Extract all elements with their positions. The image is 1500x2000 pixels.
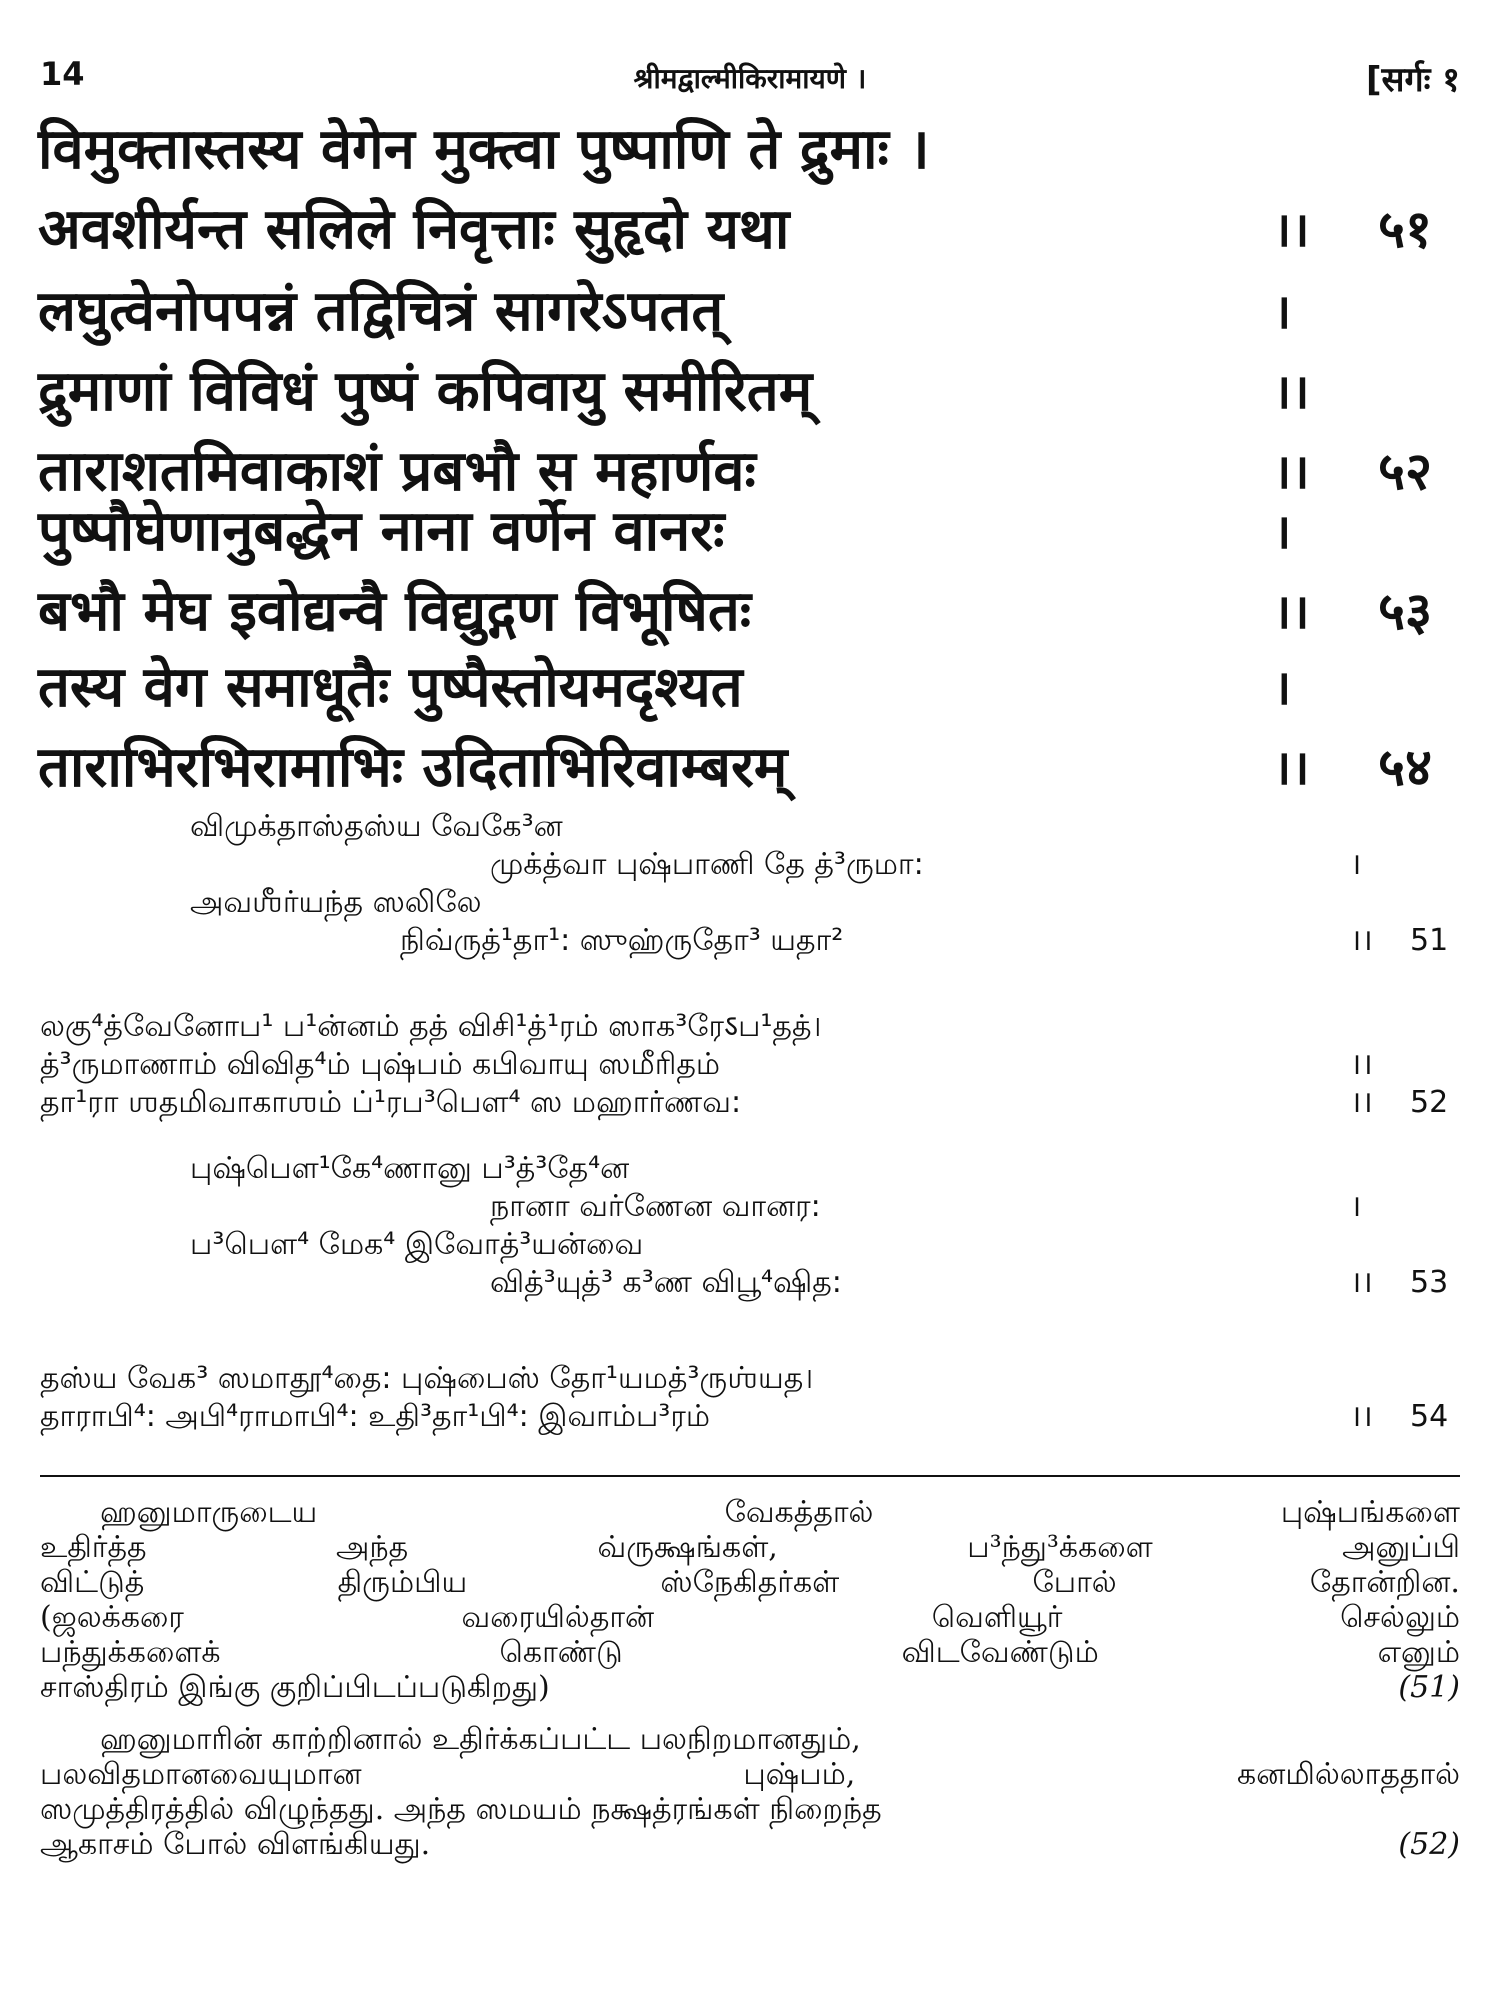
translit-line: [40, 1084, 1460, 1122]
verse-number: 53: [1410, 1265, 1449, 1300]
word: அனுப்பி: [1342, 1530, 1460, 1565]
double-danda: ।।: [1350, 1085, 1373, 1120]
prose-line: [40, 1670, 1460, 1705]
verse-number: 51: [1410, 923, 1449, 958]
word: கொண்டு: [499, 1635, 623, 1670]
translit-line: [40, 1226, 1460, 1264]
commentary-52: [40, 1722, 1460, 1862]
translit-text: ப³பௌ⁴ மேக⁴ இவோத்³யன்வை: [190, 1227, 644, 1262]
sanskrit-verse-54: [38, 648, 1458, 808]
double-danda: ।।: [1350, 923, 1373, 958]
word: உதிர்த்த: [40, 1530, 147, 1565]
prose-line: [40, 1792, 1460, 1827]
translit-text: அவஶீர்யந்த ஸலிலே: [190, 885, 482, 920]
word: வரையில்தான்: [461, 1600, 655, 1635]
verse-text: पुष्पौघेणानुबद्धेन नाना वर्णेन वानरः: [38, 499, 725, 564]
sanskrit-verse-51: [38, 110, 1458, 270]
verse-number: ५२: [1378, 442, 1433, 502]
word: அந்த: [335, 1530, 409, 1565]
translit-line: [40, 1188, 1460, 1226]
verse-line: [38, 492, 1458, 572]
transliteration-verse-54: [40, 1360, 1460, 1436]
verse-text: लघुत्वेनोपपन्नं तद्विचित्रं सागरेऽपतत्: [38, 279, 724, 344]
prose-text: ஆகாசம் போல் விளங்கியது.: [40, 1827, 431, 1862]
verse-number: 52: [1410, 1085, 1449, 1120]
word: எனும்: [1377, 1635, 1460, 1670]
translit-line: [40, 808, 1460, 846]
section-divider: [40, 1475, 1460, 1477]
word: விடவேண்டும்: [901, 1635, 1099, 1670]
word: புஷ்பம்,: [743, 1757, 856, 1792]
page-header: [40, 55, 1460, 105]
translit-line: [40, 1360, 1460, 1398]
danda: ।: [1273, 660, 1292, 716]
verse-text: बभौ मेघ इवोद्यन्वै विद्युद्गण विभूषितः: [38, 579, 752, 644]
translit-text: நிவ்ருத்¹தா¹: ஸுஹ்ருதோ³ யதா²: [400, 923, 844, 958]
translit-line: [40, 922, 1460, 960]
verse-line: [38, 352, 1458, 432]
translit-text: விமுக்தாஸ்தஸ்ய வேகே³ன: [190, 809, 563, 844]
verse-text: ताराभिरभिरामाभिः उदिताभिरिवाम्बरम्: [38, 735, 788, 800]
word: வேகத்தால்: [724, 1495, 874, 1530]
translit-text: த்³ருமாணாம் விவித⁴ம் புஷ்பம் கபிவாயு ஸமீரிதம்: [40, 1047, 721, 1082]
translit-text: தஸ்ய வேக³ ஸமாதூ⁴தை: புஷ்பைஸ் தோ¹யமத்³ருஶ்யத।: [40, 1361, 814, 1396]
verse-text: द्रुमाणां विविधं पुष्पं कपिवायु समीरितम्: [38, 359, 813, 424]
double-danda: ।।: [1273, 202, 1310, 258]
word: செல்லும்: [1340, 1600, 1460, 1635]
double-danda: ।।: [1350, 1399, 1373, 1434]
transliteration-verse-52: [40, 1008, 1460, 1122]
word: ஸ்நேகிதர்கள்: [660, 1565, 840, 1600]
verse-text: ताराशतमिवाकाशं प्रबभौ स महार्णवः: [38, 439, 756, 504]
verse-text: अवशीर्यन्त सलिले निवृत्ताः सुहृदो यथा: [38, 197, 790, 262]
prose-line: [40, 1530, 1460, 1565]
sarga-reference: [सर्गः १: [1365, 60, 1460, 100]
verse-number: ५१: [1378, 200, 1433, 260]
verse-line: [38, 728, 1458, 808]
verse-line: [38, 572, 1458, 652]
translit-text: புஷ்பௌ¹கே⁴ணானு ப³த்³தே⁴ன: [190, 1151, 630, 1186]
word: கனமில்லாததால்: [1237, 1757, 1460, 1792]
prose-line: [40, 1495, 1460, 1530]
word: ப³ந்து³க்களை: [967, 1530, 1153, 1565]
double-danda: ।।: [1273, 740, 1310, 796]
double-danda: ।।: [1273, 444, 1310, 500]
word: திரும்பிய: [337, 1565, 468, 1600]
word: வ்ருக்ஷங்கள்,: [597, 1530, 778, 1565]
translit-text: முக்த்வா புஷ்பாணி தே த்³ருமா:: [490, 847, 924, 882]
sanskrit-verse-52: [38, 272, 1458, 512]
word: வெளியூர்: [931, 1600, 1063, 1635]
prose-line: [40, 1600, 1460, 1635]
prose-text: ஸமுத்திரத்தில் விழுந்தது. அந்த ஸமயம் நக்ஷத்ரங்கள் நிறைந்த: [40, 1792, 882, 1827]
translit-line: [40, 884, 1460, 922]
word: பந்துக்களைக்: [40, 1635, 221, 1670]
verse-number: ५४: [1378, 738, 1433, 798]
double-danda: ।।: [1350, 1047, 1373, 1082]
word: ஹனுமாருடைய: [100, 1495, 318, 1530]
danda: ।: [1273, 504, 1292, 560]
translit-text: லகு⁴த்வேனோப¹ ப¹ன்னம் தத் விசி¹த்¹ரம் ஸாக³ரேऽப¹தத்।: [40, 1009, 822, 1044]
prose-text: ஹனுமாரின் காற்றினால் உதிர்க்கப்பட்ட பலநிறமானதும்,: [100, 1722, 861, 1757]
verse-number: (51): [1398, 1670, 1460, 1705]
translit-line: [40, 846, 1460, 884]
prose-line: [40, 1827, 1460, 1862]
verse-text: विमुक्तास्तस्य वेगेन मुक्त्वा पुष्पाणि ते द्रुमाः ।: [38, 117, 930, 182]
sanskrit-verse-53: [38, 492, 1458, 652]
prose-text: சாஸ்திரம் இங்கு குறிப்பிடப்படுகிறது): [40, 1670, 550, 1705]
verse-text: तस्य वेग समाधूतैः पुष्पैस्तोयमदृश्यत: [38, 655, 743, 720]
translit-text: தாராபி⁴: அபி⁴ராமாபி⁴: உதி³தா¹பி⁴: இவாம்ப³ரம்: [40, 1399, 710, 1434]
prose-line: [40, 1757, 1460, 1792]
page-number: 14: [40, 55, 85, 93]
danda: ।: [1350, 847, 1362, 882]
transliteration-verse-51: [40, 808, 1460, 960]
word: தோன்றின.: [1309, 1565, 1460, 1600]
word: புஷ்பங்களை: [1280, 1495, 1460, 1530]
verse-number: (52): [1398, 1827, 1460, 1862]
commentary-51: [40, 1495, 1460, 1705]
translit-line: [40, 1046, 1460, 1084]
translit-text: நானா வர்ணேன வானர:: [490, 1189, 821, 1224]
translit-line: [40, 1398, 1460, 1436]
double-danda: ।।: [1273, 584, 1310, 640]
verse-line: [38, 110, 1458, 190]
verse-line: [38, 648, 1458, 728]
word: விட்டுத்: [40, 1565, 145, 1600]
danda: ।: [1273, 284, 1292, 340]
double-danda: ।।: [1273, 364, 1310, 420]
prose-line: [40, 1635, 1460, 1670]
transliteration-verse-53: [40, 1150, 1460, 1302]
verse-line: [38, 190, 1458, 270]
translit-line: [40, 1150, 1460, 1188]
verse-number: 54: [1410, 1399, 1449, 1434]
translit-line: [40, 1008, 1460, 1046]
double-danda: ।।: [1350, 1265, 1373, 1300]
word: (ஜலக்கரை: [40, 1600, 184, 1635]
word: போல்: [1032, 1565, 1117, 1600]
prose-line: [40, 1565, 1460, 1600]
verse-number: ५३: [1378, 582, 1433, 642]
word: பலவிதமானவையுமான: [40, 1757, 362, 1792]
translit-line: [40, 1264, 1460, 1302]
translit-text: தா¹ரா ஶதமிவாகாஶம் ப்¹ரப³பௌ⁴ ஸ மஹார்ணவ:: [40, 1085, 742, 1120]
prose-line: [40, 1722, 1460, 1757]
verse-line: [38, 272, 1458, 352]
running-title: श्रीमद्वाल्मीकिरामायणे ।: [633, 62, 867, 95]
danda: ।: [1350, 1189, 1362, 1224]
translit-text: வித்³யுத்³ க³ண விபூ⁴ஷித:: [490, 1265, 842, 1300]
